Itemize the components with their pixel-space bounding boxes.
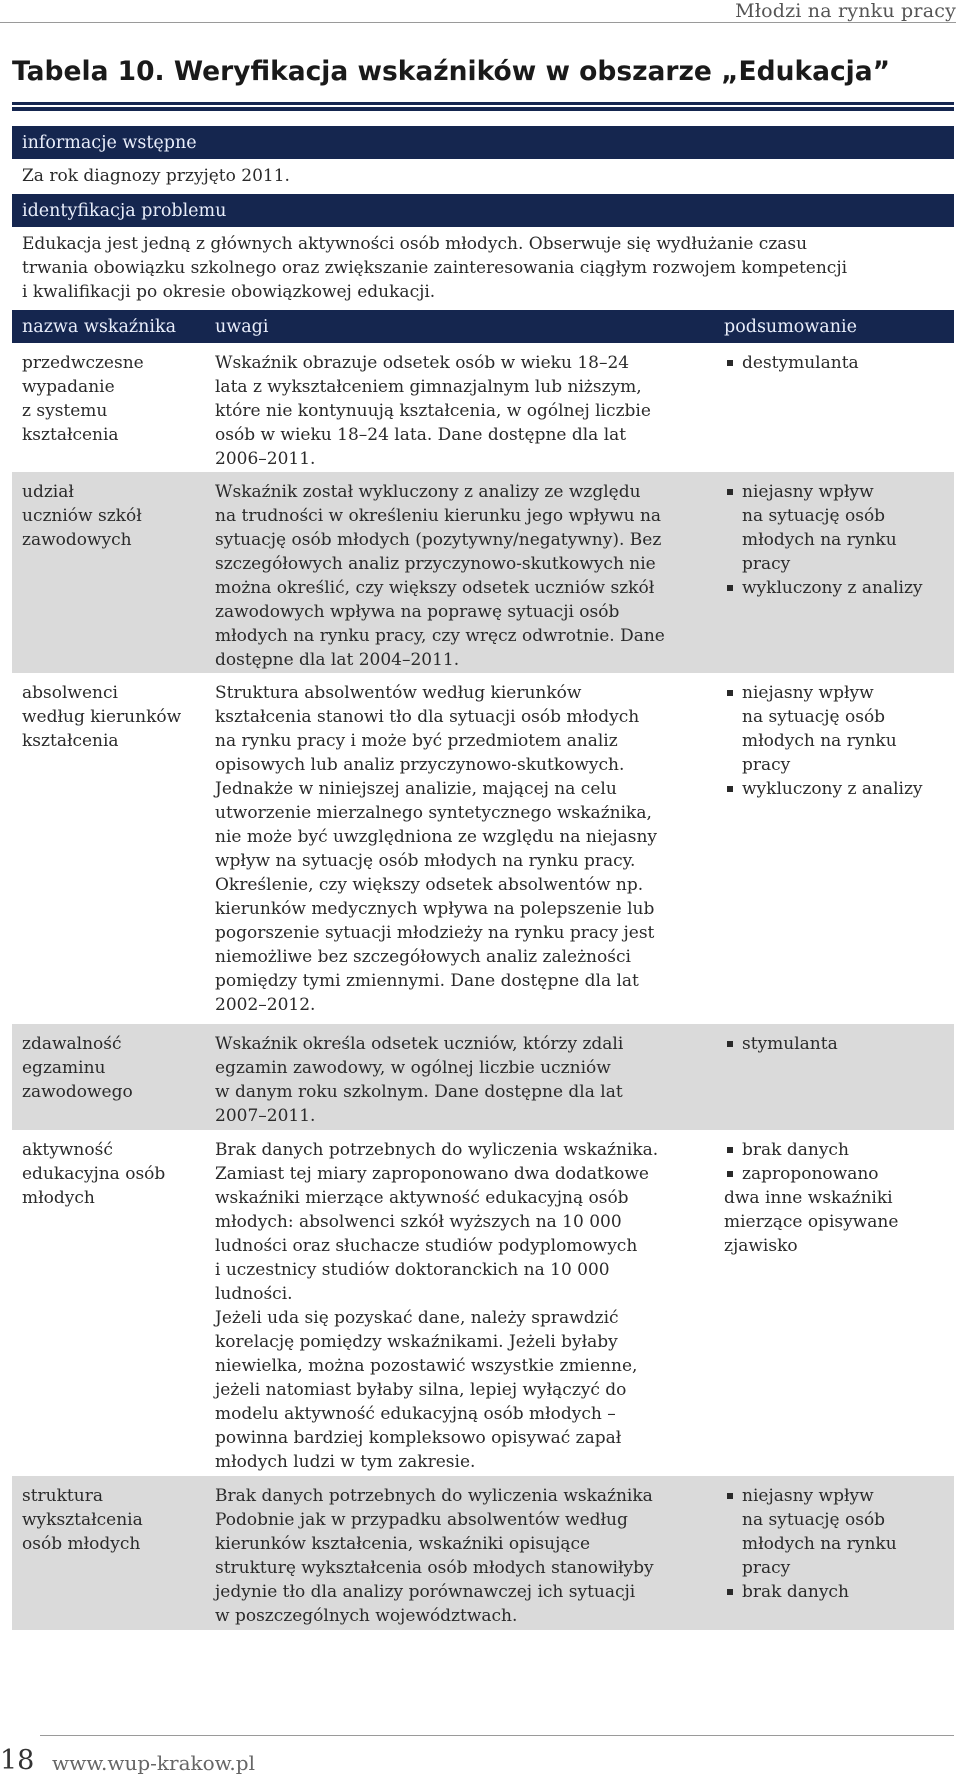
indicator-name: aktywność edukacyjna osób młodych — [22, 1140, 166, 1208]
indicator-remarks: Struktura absolwentów według kierunków kształcenia stanowi tło dla sytuacji osób młodych na rynku pracy i może być przedmiotem analiz opisowych lub analiz przyczynowo-skutkowych. Jednakże w niniejszej analizie, mającej na celu utworzenie mierzalnego syntetycznego wskaźnika, nie może być uwzględniona ze względu na niejasny wpływ na sytuację osób młodych na rynku pracy. Określenie, czy większy odsetek absolwentów np. kierunków medycznych wpływa na polepszenie lub pogorszenie sytuacji młodzieży na rynku pracy jest niemożliwe bez szczegółowych analiz zależności pomiędzy tymi zmiennymi. Dane dostępne dla lat 2002–2012. — [215, 683, 658, 1015]
indicator-remarks: Brak danych potrzebnych do wyliczenia wskaźnika. Zamiast tej miary zaproponowano dwa dodatkowe wskaźniki mierzące aktywność edukacyjną osób młodych: absolwenci szkół wyższych na 10 000 ludności oraz słuchacze studiów podyplomowych i uczestnicy studiów doktoranckich na 10 000 ludności. Jeżeli uda się pozyskać dane, należy sprawdzić korelację pomiędzy wskaźnikami. Jeżeli byłaby niewielka, można pozostawić wszystkie zmienne, jeżeli natomiast byłaby silna, lepiej wyłączyć do modelu aktywność edukacyjną osób młodych – powinna bardziej kompleksowo opisywać zapał młodych ludzi w tym zakresie. — [215, 1140, 659, 1472]
indicator-remarks: Wskaźnik został wykluczony z analizy ze względu na trudności w określeniu kierunku jego wpływu na sytuację osób młodych (pozytywny/negatywny). Bez szczegółowych analiz przyczynowo-skutkowych nie można określić, czy większy odsetek uczniów szkół zawodowych wpływa na poprawę sytuacji osób młodych na rynku pracy, czy wręcz odwrotnie. Dane dostępne dla lat 2004–2011. — [215, 482, 665, 670]
section-heading-problem: identyfikacja problemu — [22, 201, 227, 221]
table-row — [12, 1476, 954, 1630]
indicator-name: przedwczesne wypadanie z systemu kształcenia — [22, 353, 144, 445]
column-header-summary: podsumowanie — [724, 317, 857, 337]
indicator-summary — [724, 351, 952, 375]
summary-item: stymulanta — [724, 1032, 952, 1056]
footer-url: www.wup-krakow.pl — [52, 1751, 255, 1775]
indicator-name: absolwenci według kierunków kształcenia — [22, 683, 182, 751]
summary-item: wykluczony z analizy — [724, 576, 952, 600]
section-bar-problem — [12, 194, 954, 227]
table-title: Tabela 10. Weryfikacja wskaźników w obszarze „Edukacja” — [12, 56, 891, 87]
running-header: Młodzi na rynku pracy — [0, 0, 956, 23]
section-bar-intro — [12, 126, 954, 159]
table-row — [12, 1024, 954, 1130]
table-row — [12, 1130, 954, 1476]
footer-rule — [40, 1735, 954, 1736]
summary-item: brak danych — [724, 1138, 952, 1162]
summary-item-continuation: dwa inne wskaźniki mierzące opisywane zjawisko — [724, 1188, 899, 1256]
indicator-remarks: Wskaźnik obrazuje odsetek osób w wieku 18–24 lata z wykształceniem gimnazjalnym lub niższym, które nie kontynuują kształcenia, w ogólnej liczbie osób w wieku 18–24 lata. Dane dostępne dla lat 2006–2011. — [215, 353, 651, 469]
summary-item: wykluczony z analizy — [724, 777, 952, 801]
indicator-summary — [724, 1484, 952, 1604]
table-row — [12, 673, 954, 1024]
table-row — [12, 472, 954, 673]
column-header-name: nazwa wskaźnika — [22, 317, 177, 337]
indicator-remarks: Wskaźnik określa odsetek uczniów, którzy zdali egzamin zawodowy, w ogólnej liczbie uczniów w danym roku szkolnym. Dane dostępne dla lat 2007–2011. — [215, 1034, 624, 1126]
indicator-summary — [724, 480, 952, 600]
intro-text: Za rok diagnozy przyjęto 2011. — [22, 166, 290, 186]
summary-item: zaproponowano — [724, 1162, 952, 1186]
indicator-name: zdawalność egzaminu zawodowego — [22, 1034, 133, 1102]
indicator-remarks: Brak danych potrzebnych do wyliczenia wskaźnika Podobnie jak w przypadku absolwentów według kierunków kształcenia, wskaźniki opisujące strukturę wykształcenia osób młodych stanowiłyby jedynie tło dla analizy porównawczej ich sytuacji w poszczególnych województwach. — [215, 1486, 654, 1626]
indicator-summary — [724, 1032, 952, 1056]
column-header-remarks: uwagi — [215, 317, 269, 337]
section-heading-intro: informacje wstępne — [22, 133, 197, 153]
indicator-name: struktura wykształcenia osób młodych — [22, 1486, 143, 1554]
summary-item: niejasny wpływ na sytuację osób młodych na rynku pracy — [724, 480, 952, 576]
page-number: 18 — [0, 1745, 35, 1776]
summary-item: destymulanta — [724, 351, 952, 375]
indicator-name: udział uczniów szkół zawodowych — [22, 482, 142, 550]
problem-text: Edukacja jest jedną z głównych aktywności osób młodych. Obserwuje się wydłużanie czasu trwania obowiązku szkolnego oraz zwiększanie zainteresowania ciągłym rozwojem kompetencji i kwalifikacji po okresie obowiązkowej edukacji. — [22, 234, 848, 302]
table-header — [12, 310, 954, 343]
table-row — [12, 343, 954, 472]
summary-item: brak danych — [724, 1580, 952, 1604]
title-rule — [12, 102, 954, 107]
indicator-summary — [724, 681, 952, 801]
summary-item: niejasny wpływ na sytuację osób młodych na rynku pracy — [724, 681, 952, 777]
indicator-summary — [724, 1138, 952, 1258]
summary-item: niejasny wpływ na sytuację osób młodych na rynku pracy — [724, 1484, 952, 1580]
